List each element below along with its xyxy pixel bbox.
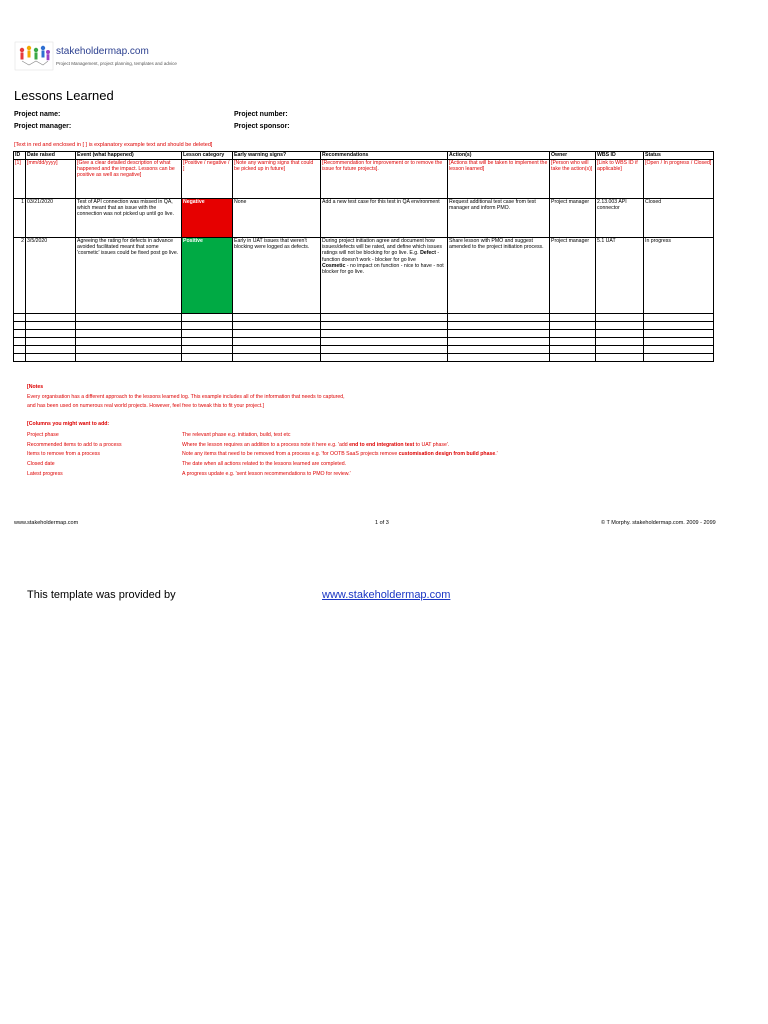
cell-action: Share lesson with PMO and suggest amended to the project initiation process. [448, 238, 550, 314]
cell-recommendation: Add a new test case for this test in QA environment [321, 199, 448, 238]
cell-id: [1] [14, 160, 26, 199]
cell-wbs: [Link to WBS ID if applicable] [596, 160, 644, 199]
project-manager-label: Project manager: [14, 123, 72, 130]
cell-action: [Actions that will be taken to implement the lesson learned] [448, 160, 550, 199]
column-name: Project phase [27, 432, 59, 438]
cell-warning: Early in UAT issues that weren't blocking were logged as defects. [233, 238, 321, 314]
cell-date: 03/21/2020 [26, 199, 76, 238]
column-desc: Where the lesson requires an addition to a process note it here e.g. 'add end to end integration test to UAT phase'. [182, 442, 450, 448]
footer-website[interactable]: www.stakeholdermap.com [14, 520, 79, 526]
disclaimer-text: [Text in red and enclosed in [ ] is explanatory example text and should be deleted] [14, 142, 213, 148]
columns-label: [Columns you might want to add: [27, 421, 110, 427]
provided-by-text: This template was provided by [27, 589, 176, 601]
cell-event: [Give a clear detailed description of what happened and the impact. Lessons can be positive as well as negative] [76, 160, 182, 199]
brand-name[interactable]: stakeholdermap.com [56, 46, 149, 57]
cell-owner: [Person who will take the action(s)] [550, 160, 596, 199]
cell-category: [Positive / negative / ] [182, 160, 233, 199]
people-network-logo [14, 41, 54, 71]
lessons-table [13, 151, 714, 362]
cell-wbs: 5.1 UAT [596, 238, 644, 314]
column-desc: The relevant phase e.g. initiation, build, test etc [182, 432, 291, 438]
column-desc: A progress update e.g. 'sent lesson recommendations to PMO for review.' [182, 471, 351, 477]
cell-id: 2 [14, 238, 26, 314]
notes-line-2: and has been used on numerous real world projects. However, feel free to tweak this to fit your project.] [27, 403, 265, 409]
cell-owner: Project manager [550, 199, 596, 238]
blank-row [14, 338, 714, 346]
table-row [14, 238, 714, 314]
footer-copyright: © T Morphy. stakeholdermap.com. 2009 - 2099 [601, 520, 716, 526]
header-recommendations: Recommendations [321, 152, 448, 160]
header-owner: Owner [550, 152, 596, 160]
header-lesson-category: Lesson category [182, 152, 233, 160]
cell-warning: [Note any warning signs that could be picked up in future] [233, 160, 321, 199]
cell-category-negative: Negative [182, 199, 233, 238]
header-actions: Action(s) [448, 152, 550, 160]
cell-category-positive: Positive [182, 238, 233, 314]
cell-date: [mm/dd/yyyy] [26, 160, 76, 199]
cell-event: Agreeing the rating for defects in advance avoided facilitated meant that some 'cosmetic' issues could be fixed post go live. [76, 238, 182, 314]
cell-owner: Project manager [550, 238, 596, 314]
table-row [14, 199, 714, 238]
cell-event: Test of API connection was missed in QA, which meant that an issue with the connection was not picked up until go live. [76, 199, 182, 238]
blank-row [14, 330, 714, 338]
header-status: Status [644, 152, 714, 160]
table-header-row [14, 152, 714, 160]
blank-row [14, 322, 714, 330]
rec-defect-label: Defect [420, 250, 436, 257]
column-desc: Note any items that need to be removed from a process e.g. 'for OOTB SaaS projects remove customisation design from build phase.' [182, 451, 498, 457]
blank-row [14, 346, 714, 354]
header-id: ID [14, 152, 26, 160]
header-event: Event (what happened) [76, 152, 182, 160]
column-name: Recommended items to add to a process [27, 442, 122, 448]
cell-date: 3/5/2020 [26, 238, 76, 314]
table-row-example [14, 160, 714, 199]
header-early-warning: Early warning signs? [233, 152, 321, 160]
footer-page-number: 1 of 3 [375, 520, 389, 526]
provided-by-link[interactable]: www.stakeholdermap.com [322, 589, 451, 601]
project-number-label: Project number: [234, 111, 288, 118]
column-name: Items to remove from a process [27, 451, 100, 457]
blank-row [14, 354, 714, 362]
column-name: Latest progress [27, 471, 63, 477]
column-desc: The date when all actions related to the lessons learned are completed. [182, 461, 347, 467]
cell-status: In progress [644, 238, 714, 314]
cell-wbs: 2.13.003 API connector [596, 199, 644, 238]
column-name: Closed date [27, 461, 55, 467]
cell-recommendation [321, 238, 448, 314]
rec-text-b: - function doesn't work - blocker for go live [322, 250, 440, 263]
brand-tagline: Project Management, project planning, templates and advice [56, 61, 177, 66]
page-title: Lessons Learned [14, 88, 114, 103]
project-name-label: Project name: [14, 111, 61, 118]
cell-recommendation: [Recommendation for improvement or to remove the issue for future projects]. [321, 160, 448, 199]
cell-action: Request additional test case from test manager and inform PMO. [448, 199, 550, 238]
rec-text-a: During project initiation agree and document how issues/defects will be rated, and define which issues ratings will not be blocking for go live. E.g. [322, 238, 442, 257]
blank-row [14, 314, 714, 322]
cell-status: [Open / In progress / Closed] [644, 160, 714, 199]
cell-id: 1 [14, 199, 26, 238]
cell-warning: None [233, 199, 321, 238]
rec-cosmetic-label: Cosmetic [322, 262, 346, 269]
notes-line-1: Every organisation has a different approach to the lessons learned log. This example includes all of the information that needs to captured, [27, 394, 345, 400]
rec-text-c: - no impact on function - nice to have - not blocker for go live. [322, 262, 444, 276]
header-wbs-id: WBS ID [596, 152, 644, 160]
cell-status: Closed [644, 199, 714, 238]
notes-label: [Notes [27, 384, 44, 390]
header-date-raised: Date raised [26, 152, 76, 160]
project-sponsor-label: Project sponsor: [234, 123, 290, 130]
